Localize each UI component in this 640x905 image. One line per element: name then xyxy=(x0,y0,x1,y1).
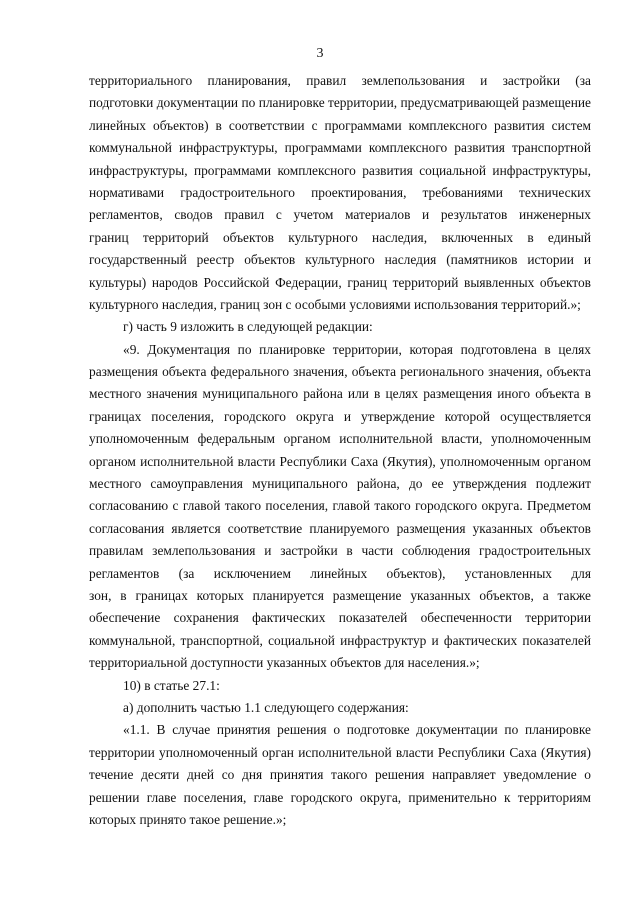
text-line: местного самоуправления муниципального района, до ее утверждения подлежит xyxy=(89,476,591,492)
text-line: а) дополнить частью 1.1 следующего содержания: xyxy=(123,699,409,715)
text-line: коммунальной, транспортной, социальной инфраструктур и фактических показателей xyxy=(89,632,591,648)
text-line: культурного наследия, границ зон с особыми условиями использования территорий.»; xyxy=(89,296,581,312)
text-line: зон, в границах которых планируется размещение указанных объектов, а также xyxy=(89,587,591,603)
document-body xyxy=(89,70,591,831)
text-line: «1.1. В случае принятия решения о подготовке документации по планировке xyxy=(123,722,591,738)
page-number: 3 xyxy=(316,46,324,61)
text-line: 10) в статье 27.1: xyxy=(123,677,220,693)
text-line: нормативами градостроительного проектирования, требованиями технических xyxy=(89,184,591,200)
text-line: подготовки документации по планировке территории, предусматривающей размещение xyxy=(89,95,591,111)
text-line: территориальной доступности указанных объектов для населения.»; xyxy=(89,655,480,671)
text-line: обеспечение сохранения фактических показателей обеспеченности территории xyxy=(89,610,591,626)
text-line: г) часть 9 изложить в следующей редакции: xyxy=(123,319,373,335)
text-line: территории уполномоченный орган исполнительной власти Республики Саха (Якутия) xyxy=(89,744,591,760)
text-line: местного значения муниципального района или в целях размещения иного объекта в xyxy=(89,386,591,402)
text-line: регламентов (за исключением линейных объектов), установленных для xyxy=(89,565,591,581)
text-line: «9. Документация по планировке территории, которая подготовлена в целях xyxy=(123,341,591,357)
text-line: линейных объектов) в соответствии с программами комплексного развития систем xyxy=(89,117,591,133)
text-line: инфраструктуры, программами комплексного развития социальной инфраструктуры, xyxy=(89,162,591,178)
text-line: границах поселения, городского округа и утверждение которой осуществляется xyxy=(89,408,591,424)
text-line: решении главе поселения, главе городского округа, применительно к территориям xyxy=(89,789,591,805)
text-line: коммунальной инфраструктуры, программами комплексного развития транспортной xyxy=(89,140,591,156)
text-line: которых принято такое решение.»; xyxy=(89,811,287,827)
text-line: уполномоченным федеральным органом исполнительной власти, уполномоченным xyxy=(89,431,591,447)
text-line: регламентов, сводов правил с учетом материалов и результатов инженерных xyxy=(89,207,591,223)
text-line: правилам землепользования и застройки в части соблюдения градостроительных xyxy=(89,543,591,559)
text-line: органом исполнительной власти Республики Саха (Якутия), уполномоченным органом xyxy=(89,453,591,469)
text-line: согласованию с главой такого поселения, главой такого городского округа. Предметом xyxy=(89,498,591,514)
text-line: государственный реестр объектов культурного наследия (памятников истории и xyxy=(89,252,591,268)
text-line: культуры) народов Российской Федерации, границ территорий выявленных объектов xyxy=(89,274,591,290)
text-line: согласования является соответствие планируемого размещения указанных объектов xyxy=(89,520,591,536)
text-line: размещения объекта федерального значения, объекта регионального значения, объекта xyxy=(89,364,591,380)
text-line: течение десяти дней со дня принятия такого решения направляет уведомление о xyxy=(89,767,591,783)
text-line: территориального планирования, правил землепользования и застройки (за xyxy=(89,73,591,88)
text-line: границ территорий объектов культурного наследия, включенных в единый xyxy=(89,229,591,245)
